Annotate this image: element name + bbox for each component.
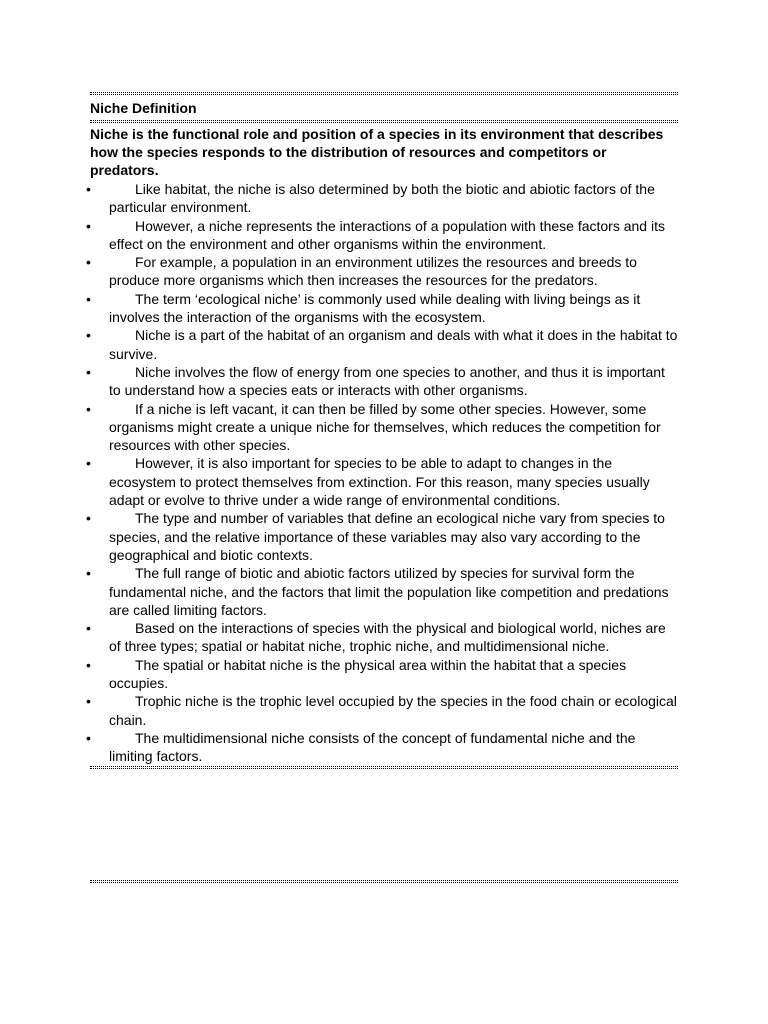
- list-item: [86, 454, 678, 509]
- bullet-text: If a niche is left vacant, it can then be filled by some other species. However, some organisms might create a unique niche for themselves, which reduces the competition for resources with other species.: [109, 400, 661, 454]
- list-item: [86, 253, 678, 290]
- bullet-text: Niche is a part of the habitat of an organism and deals with what it does in the habitat to survive.: [109, 327, 678, 362]
- bullet-text: The full range of biotic and abiotic factors utilized by species for survival form the fundamental niche, and the factors that limit the population like competition and predations are called limiting factors.: [109, 565, 669, 618]
- bullet-icon: •: [86, 656, 91, 673]
- bullet-icon: •: [86, 327, 91, 344]
- bullet-icon: •: [86, 181, 91, 197]
- section-title: Niche Definition: [90, 100, 197, 116]
- list-item: [86, 509, 678, 564]
- bullet-icon: •: [86, 400, 91, 417]
- bullet-text: The multidimensional niche consists of the concept of fundamental niche and the limiting factors.: [109, 729, 636, 765]
- bullet-icon: •: [86, 455, 91, 472]
- bullet-text: The spatial or habitat niche is the physical area within the habitat that a species occupies.: [109, 656, 627, 692]
- bullet-icon: •: [86, 290, 91, 307]
- bullet-text: However, a niche represents the interactions of a population with these factors and its effect on the environment and other organisms within the environment.: [109, 217, 665, 252]
- list-item: [86, 363, 678, 400]
- bullet-icon: •: [86, 620, 91, 637]
- document-page: [86, 92, 678, 769]
- page-footer-divider: [90, 880, 678, 883]
- list-item: [86, 564, 678, 619]
- list-item: [86, 619, 678, 656]
- bullet-text: For example, a population in an environment utilizes the resources and breeds to produce more organisms which then increases the resources for the predators.: [109, 254, 637, 289]
- bullet-icon: •: [86, 217, 91, 234]
- bullet-text: Niche involves the flow of energy from one species to another, and thus it is important to understand how a species eats or interacts with other organisms.: [109, 363, 665, 399]
- bullet-list: [86, 180, 678, 766]
- list-item: [86, 326, 678, 363]
- bullet-icon: •: [86, 510, 91, 527]
- list-item: [86, 692, 678, 729]
- list-item: [86, 400, 678, 455]
- bullet-text: Trophic niche is the trophic level occupied by the species in the food chain or ecological chain.: [109, 693, 677, 728]
- list-item: [86, 729, 678, 766]
- list-item: [86, 290, 678, 327]
- content-bottom-divider: [90, 766, 678, 769]
- bullet-text: The term ‘ecological niche’ is commonly used while dealing with living beings as it involves the interaction of the organisms with the ecosystem.: [109, 290, 641, 326]
- bullet-icon: •: [86, 693, 91, 710]
- bullet-icon: •: [86, 363, 91, 380]
- list-item: [86, 180, 678, 217]
- bullet-text: However, it is also important for species to be able to adapt to changes in the ecosystem to protect themselves from extinction. For this reason, many species usually adapt or evolve to thrive under a wide range of environmental conditions.: [109, 455, 650, 509]
- bullet-icon: •: [86, 565, 91, 582]
- bullet-text: The type and number of variables that define an ecological niche vary from species to species, and the relative importance of these variables may also vary according to the geographical and biotic contexts.: [109, 510, 665, 563]
- list-item: [86, 217, 678, 254]
- bullet-icon: •: [86, 729, 91, 746]
- bullet-text: Like habitat, the niche is also determined by both the biotic and abiotic factors of the particular environment.: [109, 181, 655, 216]
- bullet-icon: •: [86, 254, 91, 271]
- list-item: [86, 656, 678, 693]
- bullet-text: Based on the interactions of species with the physical and biological world, niches are of three types; spatial or habitat niche, trophic niche, and multidimensional niche.: [109, 620, 666, 655]
- intro-paragraph: Niche is the functional role and position of a species in its environment that describes how the species responds to the distribution of resources and competitors or predators.: [90, 126, 664, 178]
